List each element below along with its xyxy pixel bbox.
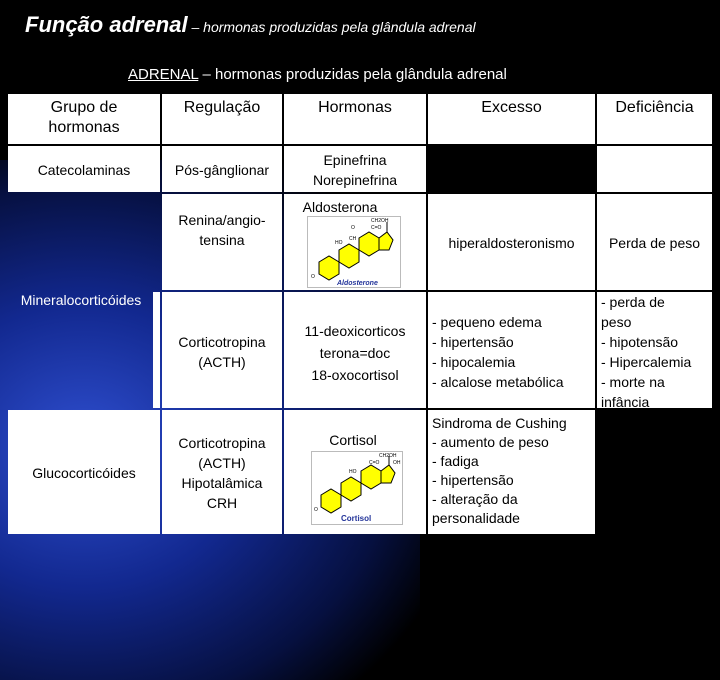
slide-subtitle xyxy=(128,66,507,83)
aldosterone-group-1: C=O xyxy=(371,225,382,231)
aldosterone-group-2: O xyxy=(351,225,355,231)
aldosterone-label: Aldosterone xyxy=(337,280,378,287)
mineralo-deficiency-1: Perda de peso xyxy=(608,235,701,251)
subtitle-rest: – hormonas produzidas pela glândula adrenal xyxy=(198,66,507,83)
header-group: Grupo de hormonas xyxy=(48,99,120,136)
title-subtitle: hormonas produzidas pela glândula adrenal xyxy=(203,19,476,35)
gluco-hormone: Cortisol xyxy=(329,432,377,448)
title-separator: – xyxy=(187,19,204,35)
aldosterone-group-5: O xyxy=(311,274,315,280)
header-regulation: Regulação xyxy=(183,99,261,116)
mineralo-group: Mineralocorticóides xyxy=(20,292,142,308)
title-main: Função adrenal xyxy=(25,12,188,37)
subtitle-adrenal: ADRENAL xyxy=(128,66,199,83)
cortisol-group-1: C=O xyxy=(369,460,380,466)
slide-title xyxy=(25,12,476,38)
header-excess: Excesso xyxy=(481,99,542,116)
cortisol-group-0: CH2OH xyxy=(379,453,397,459)
gluco-excess: Sindroma de Cushing - aumento de peso - fadiga - hipertensão - alteração da personalidade xyxy=(432,415,567,526)
cortisol-group-4: O xyxy=(314,507,318,513)
catecholamines-deficiency-cell xyxy=(597,146,712,192)
aldosterone-group-3: CH xyxy=(349,236,357,242)
cortisol-group-2: OH xyxy=(393,460,401,466)
cortisol-group-3: HO xyxy=(349,469,357,475)
catecholamines-group: Catecolaminas xyxy=(37,162,131,178)
header-hormones: Hormonas xyxy=(318,99,392,116)
mineralo-hormone-1: Aldosterona xyxy=(302,199,378,215)
aldosterone-group-0: CH2OH xyxy=(371,218,389,224)
cortisol-molecule xyxy=(311,451,403,525)
mineralo-regulation-2: Corticotropina (ACTH) xyxy=(178,334,266,370)
cortisol-label: Cortisol xyxy=(341,514,372,523)
gluco-regulation: Corticotropina (ACTH) Hipotalâmica CRH xyxy=(178,435,266,511)
aldosterone-molecule xyxy=(307,216,401,288)
mineralo-excess-1: hiperaldosteronismo xyxy=(448,235,575,251)
catecholamines-hormones: Epinefrina Norepinefrina xyxy=(312,152,398,188)
mineralo-excess-2: - pequeno edema - hipertensão - hipocalemia - alcalose metabólica xyxy=(432,314,564,390)
mineralo-regulation-1: Renina/angio- tensina xyxy=(178,212,266,248)
mineralo-hormone-2: 11-deoxicorticos terona=doc 18-oxocortisol xyxy=(304,323,406,383)
aldosterone-group-4: HO xyxy=(335,240,343,246)
catecholamines-regulation: Pós-gânglionar xyxy=(174,162,270,178)
gluco-group: Glucocorticóides xyxy=(32,465,136,481)
header-deficiency: Deficiência xyxy=(615,99,694,116)
mineralo-deficiency-2: - perda de peso - hipotensão - Hipercalemia - morte na infância xyxy=(601,294,692,410)
